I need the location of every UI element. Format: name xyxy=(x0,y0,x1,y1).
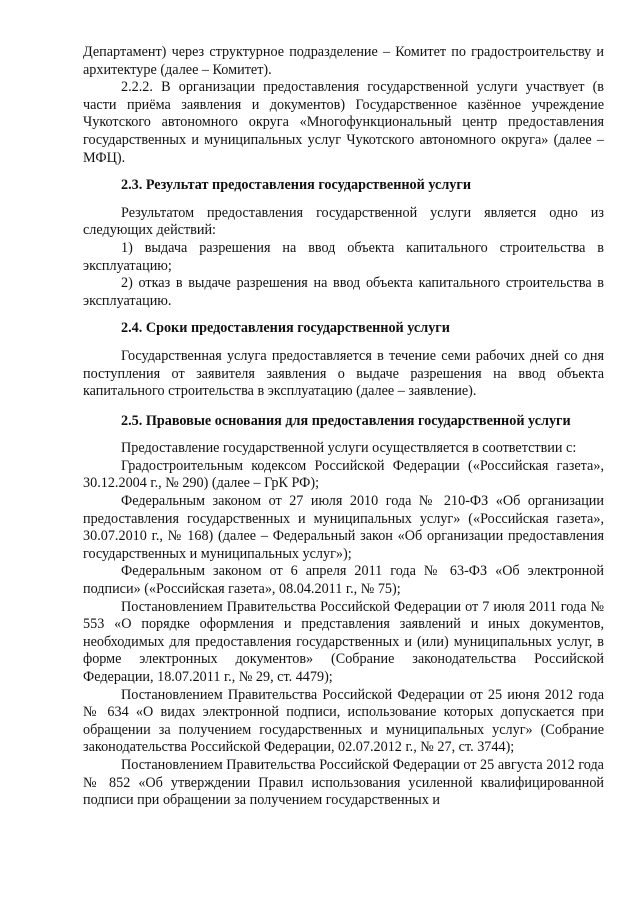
paragraph-legal-basis: Предоставление государственной услуги осуществляется в соответствии с: xyxy=(121,440,577,457)
list-item-2: 2) отказ в выдаче разрешения на ввод объекта капитального строительства в эксплуатацию. xyxy=(83,275,604,309)
law-item-210fz: Федеральным законом от 27 июля 2010 года № 210-ФЗ «Об организации предоставления государственных и муниципальных услуг» («Российская газета», 30.07.2010 г., № 168) (далее – Федеральный закон «Об организации предоставления государственных и муниципальных услуг»); xyxy=(83,493,604,562)
law-item-553: Постановлением Правительства Российской Федерации от 7 июля 2011 года № 553 «О порядке оформления и представления заявлений и иных документов, необходимых для предоставления государственных и (или) муниципальных услуг, в форме электронных документов» (Собрание законодательства Российской Федерации, 18.07.2011 г., № 29, ст. 4479); xyxy=(83,598,604,685)
heading-2-3: 2.3. Результат предоставления государственной услуги xyxy=(121,177,472,194)
list-item-1: 1) выдача разрешения на ввод объекта капитального строительства в эксплуатацию; xyxy=(83,239,604,274)
law-item-63fz: Федеральным законом от 6 апреля 2011 года № 63-ФЗ «Об электронной подписи» («Российская газета», 08.04.2011 г., № 75); xyxy=(83,563,604,598)
paragraph-department: Департамент) через структурное подразделение – Комитет по градостроительству и архитектуре (далее – Комитет). xyxy=(83,44,604,78)
law-item-grk: Градостроительным кодексом Российской Федерации («Российская газета», 30.12.2004 г., № 290) (далее – ГрК РФ); xyxy=(83,457,604,492)
paragraph-terms: Государственная услуга предоставляется в течение семи рабочих дней со дня поступления от заявителя заявления о выдаче разрешения на ввод объекта капитального строительства в эксплуатацию (далее – заявление). xyxy=(83,347,604,400)
paragraph-result: Результатом предоставления государственной услуги является одно из следующих действий: xyxy=(83,204,604,239)
law-item-634: Постановлением Правительства Российской Федерации от 25 июня 2012 года № 634 «О видах электронной подписи, использование которых допускается при обращении за получением государственных и муниципальных услуг» (Собрание законодательства Российской Федерации, 02.07.2012 г., № 27, ст. 3744); xyxy=(83,686,604,756)
paragraph-2-2-2: 2.2.2. В организации предоставления государственной услуги участвует (в части приёма заявления и документов) Государственное казённое учреждение Чукотского автономного округа «Многофункциональный центр предоставления государственных и муниципальных услуг Чукотского автономного округа» (далее – МФЦ). xyxy=(83,79,604,166)
law-item-852: Постановлением Правительства Российской Федерации от 25 августа 2012 года № 852 «Об утверждении Правил использования усиленной квалифицированной подписи при обращении за получением государственных и xyxy=(83,756,604,809)
heading-2-5: 2.5. Правовые основания для предоставления государственной услуги xyxy=(121,412,571,429)
heading-2-4: 2.4. Сроки предоставления государственной услуги xyxy=(121,320,450,337)
